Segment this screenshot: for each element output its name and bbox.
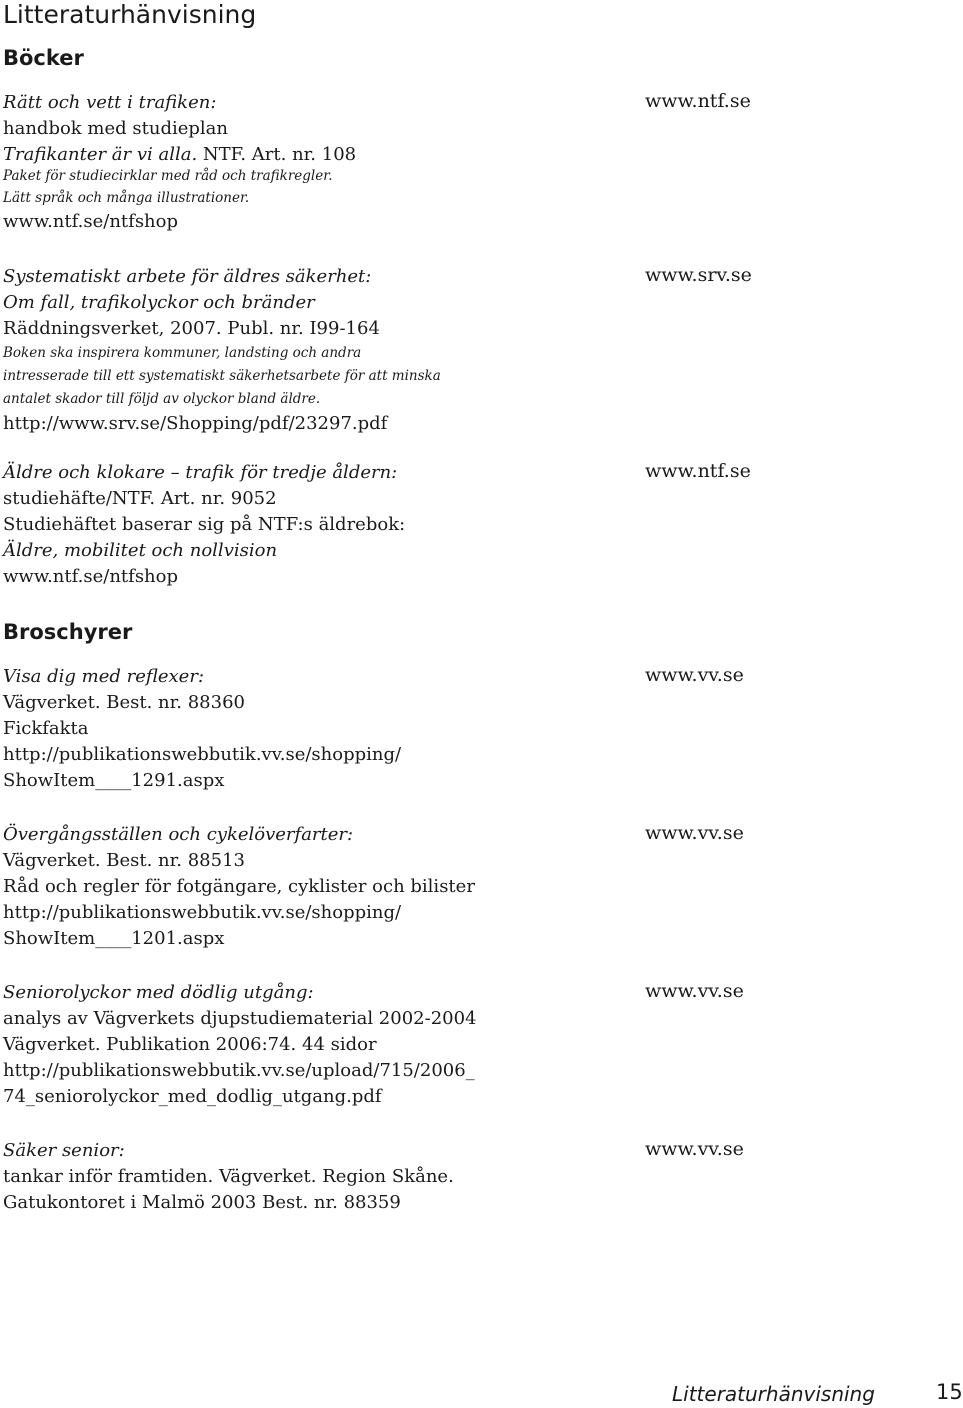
entry-description: intresserade till ett systematiskt säkerhetsarbete för att minska bbox=[3, 368, 441, 384]
site-link[interactable]: www.ntf.se bbox=[645, 90, 751, 112]
page-title: Litteraturhänvisning bbox=[3, 0, 257, 29]
entry-title: Systematiskt arbete för äldres säkerhet: bbox=[3, 266, 372, 287]
brochure-entry-2 bbox=[3, 822, 623, 952]
entry-publisher: Gatukontoret i Malmö 2003 Best. nr. 88359 bbox=[3, 1192, 401, 1213]
entry-description: Boken ska inspirera kommuner, landsting och andra bbox=[3, 345, 362, 361]
entry-publisher: Vägverket. Best. nr. 88513 bbox=[3, 850, 245, 871]
entry-url-cont[interactable]: ShowItem____1201.aspx bbox=[3, 928, 225, 949]
entry-title: Rätt och vett i trafiken: bbox=[3, 92, 217, 113]
entry-title: Seniorolyckor med dödlig utgång: bbox=[3, 982, 314, 1003]
page-number: 15 bbox=[936, 1380, 963, 1404]
entry-subtitle: tankar inför framtiden. Vägverket. Region Skåne. bbox=[3, 1166, 454, 1187]
site-link[interactable]: www.vv.se bbox=[645, 664, 744, 686]
entry-publisher: Vägverket. Best. nr. 88360 bbox=[3, 692, 245, 713]
entry-subtitle: analys av Vägverkets djupstudiematerial 2002-2004 bbox=[3, 1008, 477, 1029]
entry-title: Säker senior: bbox=[3, 1140, 125, 1161]
site-link[interactable]: www.ntf.se bbox=[645, 460, 751, 482]
entry-reference-title: Äldre, mobilitet och nollvision bbox=[3, 540, 278, 561]
entry-url[interactable]: www.ntf.se/ntfshop bbox=[3, 211, 179, 232]
entry-subtitle: Om fall, trafikolyckor och bränder bbox=[3, 292, 315, 313]
site-link[interactable]: www.srv.se bbox=[645, 264, 752, 286]
site-link[interactable]: www.vv.se bbox=[645, 1138, 744, 1160]
entry-publisher: Vägverket. Publikation 2006:74. 44 sidor bbox=[3, 1034, 377, 1055]
entry-url[interactable]: www.ntf.se/ntfshop bbox=[3, 566, 179, 587]
brochure-entry-3 bbox=[3, 980, 623, 1110]
footer-label: Litteraturhänvisning bbox=[672, 1382, 875, 1406]
entry-description: Råd och regler för fotgängare, cyklister och bilister bbox=[3, 876, 475, 897]
book-entry-1 bbox=[3, 90, 623, 235]
entry-url[interactable]: http://publikationswebbutik.vv.se/upload/715/2006_ bbox=[3, 1060, 475, 1081]
entry-title: Övergångsställen och cykelöverfarter: bbox=[3, 824, 354, 845]
series-title: Trafikanter är vi alla. bbox=[3, 144, 198, 165]
section-heading-brochures: Broschyrer bbox=[3, 620, 133, 644]
section-heading-books: Böcker bbox=[3, 46, 84, 70]
brochure-entry-1 bbox=[3, 664, 623, 794]
book-entry-3 bbox=[3, 460, 623, 590]
entry-series: Fickfakta bbox=[3, 718, 89, 739]
entry-description: antalet skador till följd av olyckor bland äldre. bbox=[3, 391, 321, 407]
entry-url[interactable]: http://www.srv.se/Shopping/pdf/23297.pdf bbox=[3, 413, 388, 434]
entry-title: Äldre och klokare – trafik för tredje åldern: bbox=[3, 462, 398, 483]
entry-url[interactable]: http://publikationswebbutik.vv.se/shopping/ bbox=[3, 744, 402, 765]
entry-description: Lätt språk och många illustrationer. bbox=[3, 190, 250, 206]
entry-url[interactable]: http://publikationswebbutik.vv.se/shopping/ bbox=[3, 902, 402, 923]
entry-description: Studiehäftet baserar sig på NTF:s äldrebok: bbox=[3, 514, 406, 535]
entry-title: Visa dig med reflexer: bbox=[3, 666, 205, 687]
entry-subtitle: studiehäfte/NTF. Art. nr. 9052 bbox=[3, 488, 277, 509]
book-entry-2 bbox=[3, 264, 623, 437]
entry-subtitle: handbok med studieplan bbox=[3, 118, 228, 139]
article-number: NTF. Art. nr. 108 bbox=[197, 144, 357, 165]
entry-url-cont[interactable]: 74_seniorolyckor_med_dodlig_utgang.pdf bbox=[3, 1086, 382, 1107]
brochure-entry-4 bbox=[3, 1138, 623, 1216]
entry-url-cont[interactable]: ShowItem____1291.aspx bbox=[3, 770, 225, 791]
site-link[interactable]: www.vv.se bbox=[645, 822, 744, 844]
entry-description: Paket för studiecirklar med råd och trafikregler. bbox=[3, 168, 333, 184]
entry-publisher: Räddningsverket, 2007. Publ. nr. I99-164 bbox=[3, 318, 380, 339]
site-link[interactable]: www.vv.se bbox=[645, 980, 744, 1002]
